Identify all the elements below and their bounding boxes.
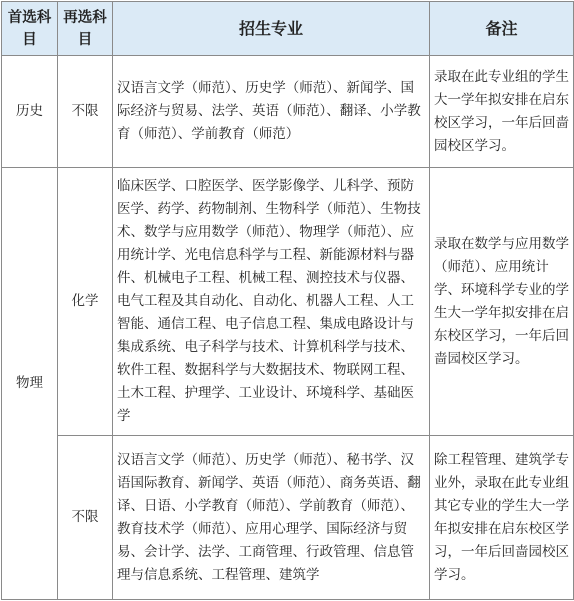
admission-table bbox=[1, 1, 574, 600]
header-first-subject: 首选科目 bbox=[2, 2, 58, 56]
table-row bbox=[2, 56, 574, 168]
note-cell: 录取在数学与应用数学（师范）、应用统计学、环境科学专业的学生大一学年拟安排在启东校区学习，一年后回啬园校区学习。 bbox=[430, 168, 574, 436]
note-cell: 除工程管理、建筑学专业外，录取在此专业组其它专业的学生大一学年拟安排在启东校区学习，一年后回啬园校区学习。 bbox=[430, 436, 574, 600]
majors-cell: 汉语言文学（师范）、历史学（师范）、新闻学、国际经济与贸易、法学、英语（师范）、翻译、小学教育（师范）、学前教育（师范） bbox=[113, 56, 430, 168]
first-subject-cell: 物理 bbox=[2, 168, 58, 600]
header-row bbox=[2, 2, 574, 56]
header-second-subject: 再选科目 bbox=[58, 2, 113, 56]
header-majors: 招生专业 bbox=[113, 2, 430, 56]
table-row bbox=[2, 168, 574, 436]
second-subject-cell: 化学 bbox=[58, 168, 113, 436]
majors-cell: 汉语言文学（师范）、历史学（师范）、秘书学、汉语国际教育、新闻学、英语（师范）、商务英语、翻译、日语、小学教育（师范）、学前教育（师范）、教育技术学（师范）、应用心理学、国际经济与贸易、会计学、法学、工商管理、行政管理、信息管理与信息系统、工程管理、建筑学 bbox=[113, 436, 430, 600]
table-row bbox=[2, 436, 574, 600]
second-subject-cell: 不限 bbox=[58, 56, 113, 168]
header-notes: 备注 bbox=[430, 2, 574, 56]
second-subject-cell: 不限 bbox=[58, 436, 113, 600]
note-cell: 录取在此专业组的学生大一学年拟安排在启东校区学习，一年后回啬园校区学习。 bbox=[430, 56, 574, 168]
first-subject-cell: 历史 bbox=[2, 56, 58, 168]
majors-cell: 临床医学、口腔医学、医学影像学、儿科学、预防医学、药学、药物制剂、生物科学（师范）、生物技术、数学与应用数学（师范）、物理学（师范）、应用统计学、光电信息科学与工程、新能源材料与器件、机械电子工程、机械工程、测控技术与仪器、电气工程及其自动化、自动化、机器人工程、人工智能、通信工程、电子信息工程、集成电路设计与集成系统、电子科学与技术、计算机科学与技术、软件工程、数据科学与大数据技术、物联网工程、土木工程、护理学、工业设计、环境科学、基础医学 bbox=[113, 168, 430, 436]
